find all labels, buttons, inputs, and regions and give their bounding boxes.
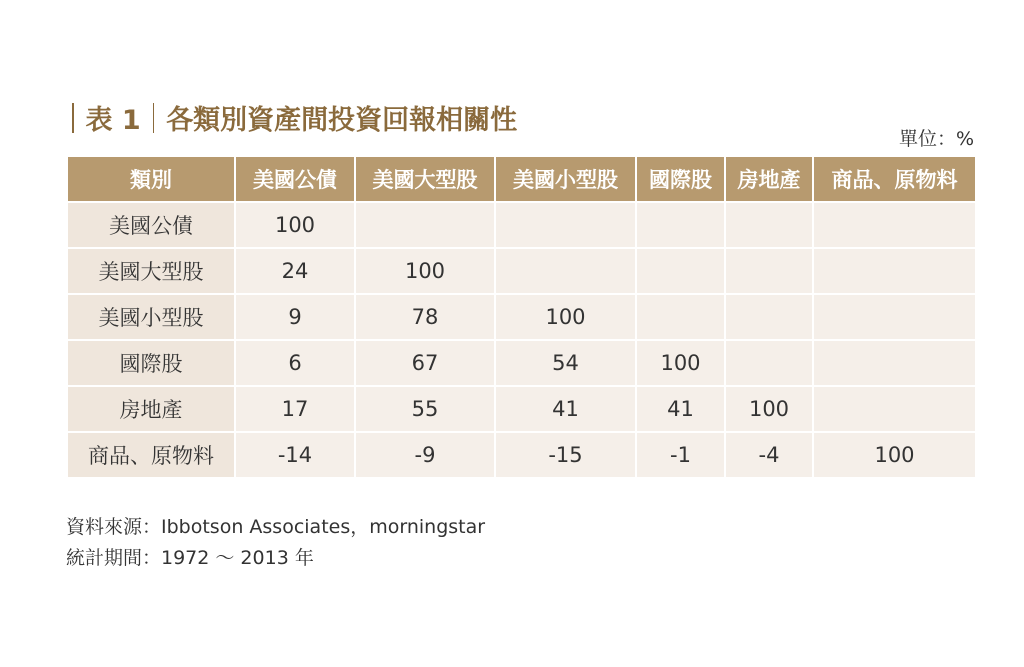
unit-label: 單位：% [898, 128, 974, 150]
table-cell: -1 [636, 432, 725, 478]
row-header: 商品、原物料 [67, 432, 235, 478]
column-header: 美國大型股 [355, 156, 495, 202]
title-text: 各類別資產間投資回報相關性 [166, 105, 518, 136]
table-cell: 100 [725, 386, 813, 432]
table-cell: 100 [355, 248, 495, 294]
table-cell [495, 248, 636, 294]
row-header: 房地產 [67, 386, 235, 432]
row-header: 國際股 [67, 340, 235, 386]
table-cell [813, 248, 976, 294]
table-cell [813, 386, 976, 432]
row-header: 美國大型股 [67, 248, 235, 294]
title-divider [72, 103, 74, 133]
row-header: 美國公債 [67, 202, 235, 248]
table-cell: 100 [636, 340, 725, 386]
table-row [67, 386, 976, 432]
table-cell: 41 [495, 386, 636, 432]
table-cell: -4 [725, 432, 813, 478]
table-cell: 100 [813, 432, 976, 478]
row-header: 美國小型股 [67, 294, 235, 340]
table-cell: -9 [355, 432, 495, 478]
table-cell: 54 [495, 340, 636, 386]
table-cell: 78 [355, 294, 495, 340]
table-cell: 100 [495, 294, 636, 340]
column-header: 美國小型股 [495, 156, 636, 202]
table-cell [355, 202, 495, 248]
table-cell [495, 202, 636, 248]
table-cell [725, 340, 813, 386]
correlation-table [66, 155, 977, 479]
table-row [67, 432, 976, 478]
table-body [67, 202, 976, 478]
title-divider [153, 103, 155, 133]
table-cell [725, 294, 813, 340]
source-note: 資料來源：Ibbotson Associates，morningstar [66, 516, 486, 538]
table-cell: 6 [235, 340, 355, 386]
header-row [67, 156, 976, 202]
table-cell [725, 248, 813, 294]
table-cell: 9 [235, 294, 355, 340]
notes [66, 512, 485, 574]
table-cell: -14 [235, 432, 355, 478]
table-cell: 24 [235, 248, 355, 294]
table-row [67, 340, 976, 386]
table-row [67, 202, 976, 248]
column-header: 國際股 [636, 156, 725, 202]
table-cell [725, 202, 813, 248]
column-header: 類別 [67, 156, 235, 202]
table-cell: 100 [235, 202, 355, 248]
table-cell: 67 [355, 340, 495, 386]
table-cell: 41 [636, 386, 725, 432]
period-note: 統計期間：1972 ～ 2013 年 [66, 547, 314, 569]
column-header: 商品、原物料 [813, 156, 976, 202]
table-cell: 55 [355, 386, 495, 432]
table-cell [813, 202, 976, 248]
table-cell: 17 [235, 386, 355, 432]
table-cell [813, 294, 976, 340]
table-cell: -15 [495, 432, 636, 478]
table-cell [636, 248, 725, 294]
column-header: 美國公債 [235, 156, 355, 202]
column-header: 房地產 [725, 156, 813, 202]
table-cell [813, 340, 976, 386]
table-cell [636, 294, 725, 340]
table-number: 表 1 [85, 105, 141, 136]
table-row [67, 294, 976, 340]
table-row [67, 248, 976, 294]
table-cell [636, 202, 725, 248]
table-title [72, 98, 517, 137]
